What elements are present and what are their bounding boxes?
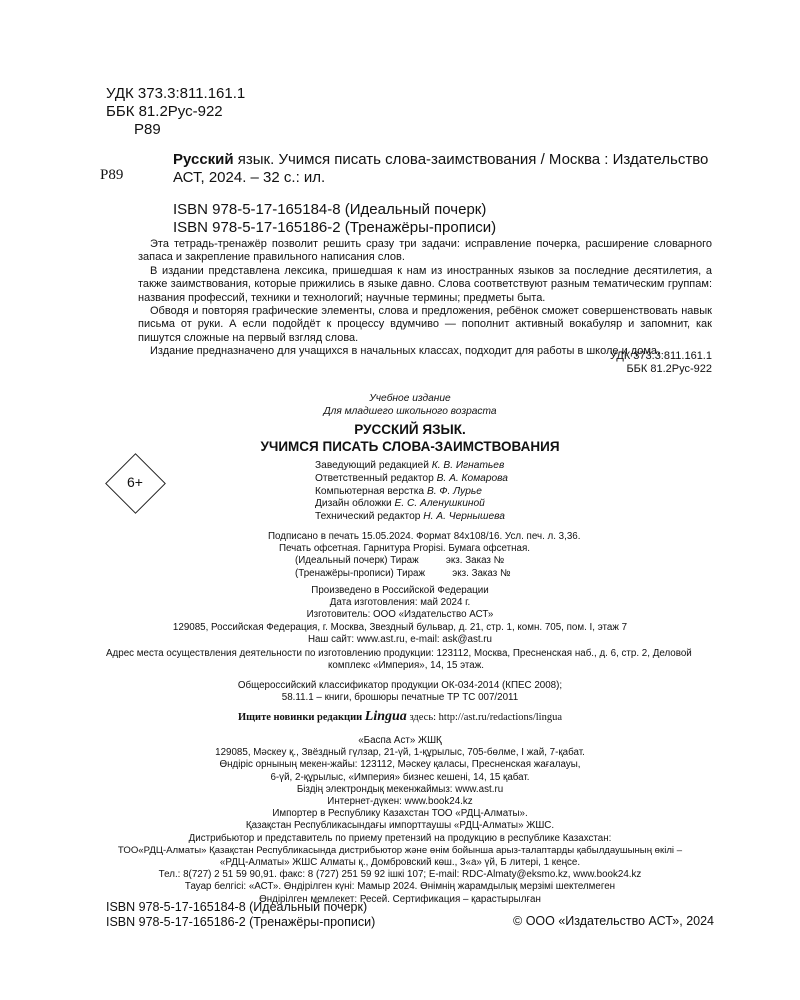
edition-title-1: РУССКИЙ ЯЗЫК. [354, 421, 466, 437]
edition-audience: Для младшего школьного возраста [323, 405, 497, 417]
credits [315, 460, 675, 524]
production-line: Дата изготовления: май 2024 г. [329, 597, 471, 609]
author-mark: Р89 [134, 121, 161, 138]
edition-type: Учебное издание [369, 393, 451, 404]
top-index [106, 85, 245, 139]
production-line: Изготовитель: ООО «Издательство АСТ» [306, 609, 494, 621]
kz-line: Тел.: 8(727) 2 51 59 90,91. факс: 8 (727) 251 59 92 ішкі 107; E-mail: RDC-Almaty@eksmo.kz, www.book24.kz [158, 869, 642, 881]
bottom-isbn-2: ISBN 978-5-17-165186-2 (Тренажёры-прописи) [106, 914, 376, 929]
kz-line: Өндіріс орнының мекен-жайы: 123112, Мәскеу қаласы, Пресненская жағалауы, [219, 759, 581, 771]
kz-line: Қазақстан Республикасындағы импорттаушы «РДЦ-Алматы» ЖШС. [245, 820, 555, 832]
credit-line: Технический редактор Н. А. Чернышева [315, 511, 505, 523]
credit-line: Компьютерная верстка В. Ф. Лурье [315, 485, 482, 497]
annotation-paragraph: Обводя и повторяя графические элементы, слова и предложения, ребёнок сможет совершенствовать навык письма от руки. А если подойдёт к процессу вдумчиво — пополнит активный вокабуляр и запомнит, как пишутся сложные на первый взгляд слова. [138, 305, 712, 344]
lingua-suffix: здесь: http://ast.ru/redactions/lingua [409, 712, 563, 723]
udk-code: УДК 373.3:811.161.1 [106, 85, 246, 102]
lingua-line [150, 709, 650, 725]
print-info [268, 531, 668, 580]
production-info [110, 585, 690, 646]
production-line: 129085, Российская Федерация, г. Москва, Звездный бульвар, д. 21, стр. 1, комн. 705, пом. I, этаж 7 [172, 621, 628, 633]
kazakh-info [100, 735, 700, 906]
classifier-line: 58.11.1 – книги, брошюры печатные ТР ТС 007/2011 [281, 692, 519, 704]
lingua-logo: Lingua [364, 709, 407, 724]
print-line: (Идеальный почерк) Тираж экз. Заказ № [295, 555, 505, 567]
annotation-udk: УДК 373.3:811.161.1 [609, 350, 712, 362]
bottom-isbn [106, 900, 466, 929]
production-line: Наш сайт: www.ast.ru, e-mail: ask@ast.ru [307, 633, 493, 645]
annotation-bbk: ББК 81.2Рус-922 [626, 363, 712, 376]
address-line: Адрес места осуществления деятельности по изготовлению продукции: 123112, Москва, Пресненская наб., д. 6, стр. 2, Деловой [106, 648, 692, 659]
annotation-paragraph: В издании представлена лексика, пришедшая к нам из иностранных языков за последние десятилетия, а также заимствования, которые прижились в языке давно. Слова соответствуют разным тематическим группам: названия профессий, техники и технологий; научные термины; предметы быта. [138, 264, 712, 304]
age-rating-text: 6+ [127, 474, 143, 490]
classifier [150, 680, 650, 704]
age-rating-badge [104, 452, 166, 514]
kz-line: 129085, Мәскеу қ., Звёздный гүлзар, 21-үй, 1-құрылыс, 705-бөлме, I жай, 7-қабат. [215, 747, 585, 759]
edition-block [200, 393, 620, 455]
credit-line: Дизайн обложки Е. С. Аленушкиной [315, 498, 485, 510]
bib-isbn-2: ISBN 978-5-17-165186-2 (Тренажёры-прописи) [173, 219, 497, 236]
credit-line: Заведующий редакцией К. В. Игнатьев [315, 460, 505, 471]
kz-line: Дистрибьютор и представитель по приему претензий на продукцию в республике Казахстан: [188, 832, 612, 844]
kz-line: 6-үй, 2-құрылыс, «Империя» бизнес кешені, 14, 15 қабат. [270, 771, 530, 783]
annotation-paragraph: Издание предназначено для учащихся в начальных классах, подходит для работы в школе и дома. [150, 345, 661, 358]
kz-line: Өндірілген мемлекет: Ресей. Сертификация – қарастырылған [259, 893, 541, 905]
credit-line: Ответственный редактор В. А. Комарова [315, 472, 508, 484]
margin-author-mark: Р89 [100, 167, 124, 183]
bottom-isbn-1: ISBN 978-5-17-165184-8 (Идеальный почерк) [106, 900, 368, 914]
print-line: (Тренажёры-прописи) Тираж экз. Заказ № [295, 567, 511, 579]
kz-line: ТОО«РДЦ-Алматы» Қазақстан Республикасында дистрибьютор және өнім бойынша арыз-талаптарды қабылдаушының өкілі – [117, 844, 683, 856]
edition-title-2: УЧИМСЯ ПИСАТЬ СЛОВА-ЗАИМСТВОВАНИЯ [260, 438, 560, 454]
lingua-prefix: Ищите новинки редакции [237, 712, 363, 723]
classifier-line: Общероссийский классификатор продукции ОК-034-2014 (КПЕС 2008); [237, 680, 563, 691]
kz-line: «РДЦ-Алматы» ЖШС Алматы қ., Домбровский көш., 3«а» үй, Б литері, 1 кеңсе. [219, 857, 581, 869]
kz-line: Біздің электрондық мекенжаймыз: www.ast.ru [296, 783, 504, 795]
print-line: Подписано в печать 15.05.2024. Формат 84х108/16. Усл. печ. л. 3,36. [268, 531, 581, 542]
address-line: комплекс «Империя», 14, 15 этаж. [327, 660, 484, 672]
kz-line: Импортер в Республику Казахстан ТОО «РДЦ-Алматы». [272, 808, 528, 820]
annotation-paragraph: Эта тетрадь-тренажёр позволит решить сразу три задачи: исправление почерка, расширение словарного запаса и закрепление правильного написания слов. [138, 238, 712, 264]
kz-line: «Баспа Аст» ЖШҚ [358, 735, 442, 746]
annotation-index [500, 350, 712, 377]
kz-line: Интернет-дүкен: www.book24.kz [327, 796, 473, 808]
address-block [106, 648, 706, 672]
bib-title-bold: Русский [173, 151, 234, 168]
bib-isbn-1: ISBN 978-5-17-165184-8 (Идеальный почерк) [173, 201, 487, 218]
bib-record [173, 151, 733, 237]
bib-title-rest: язык. Учимся писать слова-заимствования / Москва : Издательство [233, 151, 709, 168]
copyright: © ООО «Издательство АСТ», 2024 [513, 914, 714, 928]
bib-title-line [173, 151, 733, 169]
production-line: Произведено в Российской Федерации [311, 585, 489, 596]
annotation [138, 238, 712, 359]
kz-line: Тауар белгісі: «АСТ». Өндірілген күні: Мамыр 2024. Өнімнің жарамдылық мерзімі шектелмеген [184, 881, 616, 893]
bib-publication-line: АСТ, 2024. – 32 с.: ил. [173, 169, 326, 186]
print-line: Печать офсетная. Гарнитура Propisi. Бумага офсетная. [279, 543, 530, 555]
bbk-code: ББК 81.2Рус-922 [106, 103, 223, 120]
